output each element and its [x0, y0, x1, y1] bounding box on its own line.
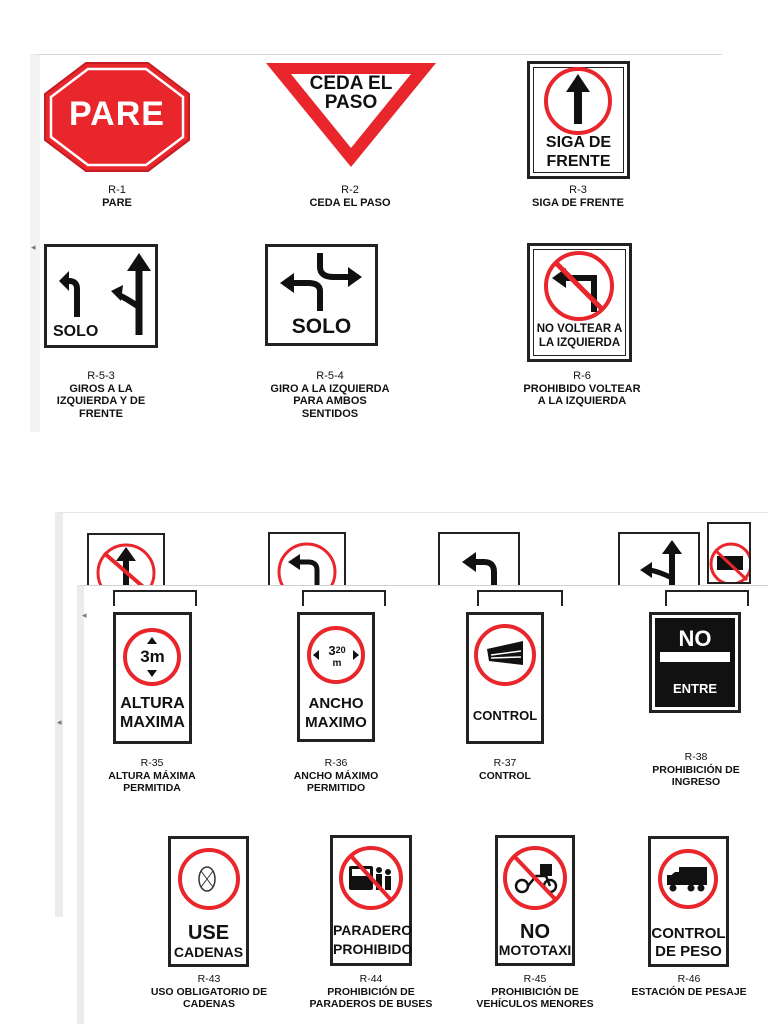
- sign-name: SIGA DE FRENTE: [532, 196, 624, 209]
- sign-name-line1: ESTACIÓN DE PESAJE: [631, 985, 747, 998]
- sign-code: R-1: [108, 184, 126, 196]
- caption-r2: [290, 184, 410, 209]
- sign-name-line2: INGRESO: [671, 776, 721, 788]
- sign-code: R-46: [677, 973, 701, 985]
- value-main: 3: [328, 643, 336, 658]
- sign-giro-ambos-sentidos: [265, 244, 378, 346]
- sign-code: R-6: [573, 370, 591, 382]
- sign-name-line1: GIROS A LA: [69, 382, 133, 395]
- sign-face-text-line2: FRENTE: [546, 153, 611, 170]
- sign-siga-de-frente: [527, 61, 630, 179]
- value-unit: m: [332, 658, 342, 669]
- partial-sign-top: [113, 590, 197, 606]
- partial-sign-4: [618, 532, 700, 592]
- caption-r5-3: [42, 370, 160, 420]
- split-arrows-icon: [268, 247, 375, 317]
- sign-face-text-line2: MOTOTAXI: [498, 942, 572, 958]
- sign-code: R-37: [493, 757, 517, 769]
- caption-r6: [508, 370, 656, 408]
- sign-name-line1: PROHIBICIÓN DE: [327, 985, 415, 998]
- caption-r46: [624, 973, 754, 998]
- caption-r3: [518, 184, 638, 209]
- partial-sign-top: [302, 590, 386, 606]
- sign-control-de-peso: [648, 836, 729, 967]
- sign-use-cadenas: [168, 836, 249, 967]
- sign-code: R-44: [359, 973, 383, 985]
- sign-name-line2: IZQUIERDA Y DE: [56, 395, 146, 407]
- sign-pare: [43, 61, 191, 173]
- caption-r45: [466, 973, 604, 1011]
- sign-face-text-line2: MAXIMO: [305, 714, 367, 731]
- sign-code: R-38: [684, 751, 708, 763]
- caption-r1: [60, 184, 174, 209]
- sign-name-line1: CONTROL: [479, 769, 531, 782]
- caption-r44: [306, 973, 436, 1011]
- left-and-straight-arrows-icon: [620, 534, 698, 590]
- no-straight-arrow-icon: [89, 535, 163, 591]
- sign-name-line1: PROHIBICIÓN DE: [652, 763, 740, 776]
- sign-name-line2: CADENAS: [183, 998, 235, 1010]
- sign-paradero-prohibido: [330, 835, 412, 966]
- no-bus-stop-icon: [333, 838, 409, 918]
- sign-face-value: 3m: [140, 647, 165, 666]
- sign-name-line1: PROHIBICIÓN DE: [491, 985, 579, 998]
- truck-icon: [651, 839, 726, 915]
- sign-code: R-43: [197, 973, 221, 985]
- sign-name: PARE: [102, 196, 132, 209]
- no-entry-bar: [660, 652, 730, 662]
- sign-name-line1: ANCHO MÁXIMO: [293, 769, 379, 782]
- sign-code: R-5-4: [316, 370, 344, 382]
- panel-marker-icon: ◂: [82, 610, 87, 620]
- sign-face-text-line1: NO VOLTEAR A: [536, 323, 623, 335]
- caption-r38: [633, 751, 759, 789]
- sign-name-line2: PARA AMBOS: [293, 395, 367, 407]
- sign-altura-maxima: [113, 612, 192, 744]
- sign-name-line3: FRENTE: [79, 407, 123, 420]
- caption-r43: [142, 973, 276, 1011]
- partial-sign-top: [477, 590, 563, 606]
- partial-sign-1: [87, 533, 165, 593]
- sign-face-text: CONTROL: [472, 708, 538, 723]
- sign-face-text-line1: PARADERO: [333, 922, 413, 938]
- sign-name-line2: VEHÍCULOS MENORES: [476, 998, 594, 1010]
- sign-face-text: SOLO: [53, 323, 99, 340]
- sign-name: CEDA EL PASO: [309, 196, 391, 209]
- partial-sign-3: [438, 532, 520, 592]
- sign-face-text-line1: ANCHO: [308, 695, 364, 712]
- sign-face-text-line2: LA IZQUIERDA: [538, 337, 621, 349]
- sign-name-line3: SENTIDOS: [301, 407, 359, 420]
- sign-face-text-line1: NO: [678, 626, 712, 651]
- sign-code: R-36: [324, 757, 348, 769]
- sign-face-value: [320, 645, 354, 669]
- no-left-turn-icon: [270, 534, 344, 590]
- sign-code: R-2: [341, 184, 359, 196]
- sign-name-line2: PERMITIDA: [123, 782, 181, 794]
- caption-r37: [445, 757, 565, 782]
- sign-name-line2: A LA IZQUIERDA: [537, 395, 627, 407]
- sign-face-text-line2: ENTRE: [672, 681, 718, 696]
- caption-r5-4: [252, 370, 408, 420]
- sign-no-entre: [649, 612, 741, 713]
- tire-chain-icon: [171, 839, 246, 915]
- partial-sign-5: [707, 522, 751, 584]
- scroll-left-marker-icon: ◂: [31, 242, 36, 252]
- caption-r36: [276, 757, 396, 795]
- sign-code: R-35: [140, 757, 164, 769]
- sign-face-text: SOLO: [291, 315, 352, 338]
- sign-code: R-5-3: [87, 370, 115, 382]
- sign-face-text-line2: MAXIMA: [120, 714, 185, 731]
- sign-face-text-line1: USE: [187, 922, 230, 944]
- sign-face-text-line2: DE PESO: [655, 943, 722, 960]
- no-truck-icon: [709, 524, 749, 582]
- sign-no-mototaxi: [495, 835, 575, 966]
- no-left-turn-icon: [530, 248, 629, 324]
- sign-face-text-line1: SIGA DE: [545, 134, 612, 151]
- sign-name-line1: ALTURA MÁXIMA: [108, 769, 196, 782]
- control-barrier-icon: [469, 615, 541, 691]
- sign-name-line1: PROHIBIDO VOLTEAR: [523, 382, 641, 395]
- sign-face-text-line2: PASO: [324, 92, 378, 113]
- sign-face-text-line2: CADENAS: [173, 944, 244, 960]
- sign-code: R-3: [569, 184, 587, 196]
- sign-face-text: PARE: [69, 95, 165, 133]
- no-mototaxi-icon: [498, 838, 572, 918]
- sign-face-text-line1: CONTROL: [651, 925, 726, 942]
- partial-sign-2: [268, 532, 346, 592]
- sign-name-line2: PERMITIDO: [306, 782, 366, 794]
- caption-r35: [92, 757, 212, 795]
- straight-arrow-icon: [530, 66, 627, 136]
- sign-name-line2: PARADEROS DE BUSES: [309, 998, 433, 1010]
- sign-control: [466, 612, 544, 744]
- sign-ceda-el-paso: [263, 60, 439, 170]
- sign-giros-izquierda-frente: [44, 244, 158, 348]
- partial-sign-top: [665, 590, 749, 606]
- sign-name-line1: USO OBLIGATORIO DE: [150, 985, 268, 998]
- sign-face-text-line1: ALTURA: [120, 695, 185, 712]
- sign-face-text-line1: NO: [520, 921, 550, 943]
- sign-name-line1: GIRO A LA IZQUIERDA: [270, 382, 390, 395]
- sign-code: R-45: [523, 973, 547, 985]
- sign-face-text-line2: PROHIBIDO: [333, 941, 413, 957]
- sign-no-voltear-izquierda: [527, 243, 632, 362]
- sign-face-text-line1: CEDA EL: [309, 73, 393, 94]
- value-decimal: 20: [335, 645, 346, 655]
- scroll-left-marker-icon: ◂: [57, 717, 62, 727]
- left-turn-arrow-icon: [440, 534, 518, 590]
- sign-ancho-maximo: [297, 612, 375, 742]
